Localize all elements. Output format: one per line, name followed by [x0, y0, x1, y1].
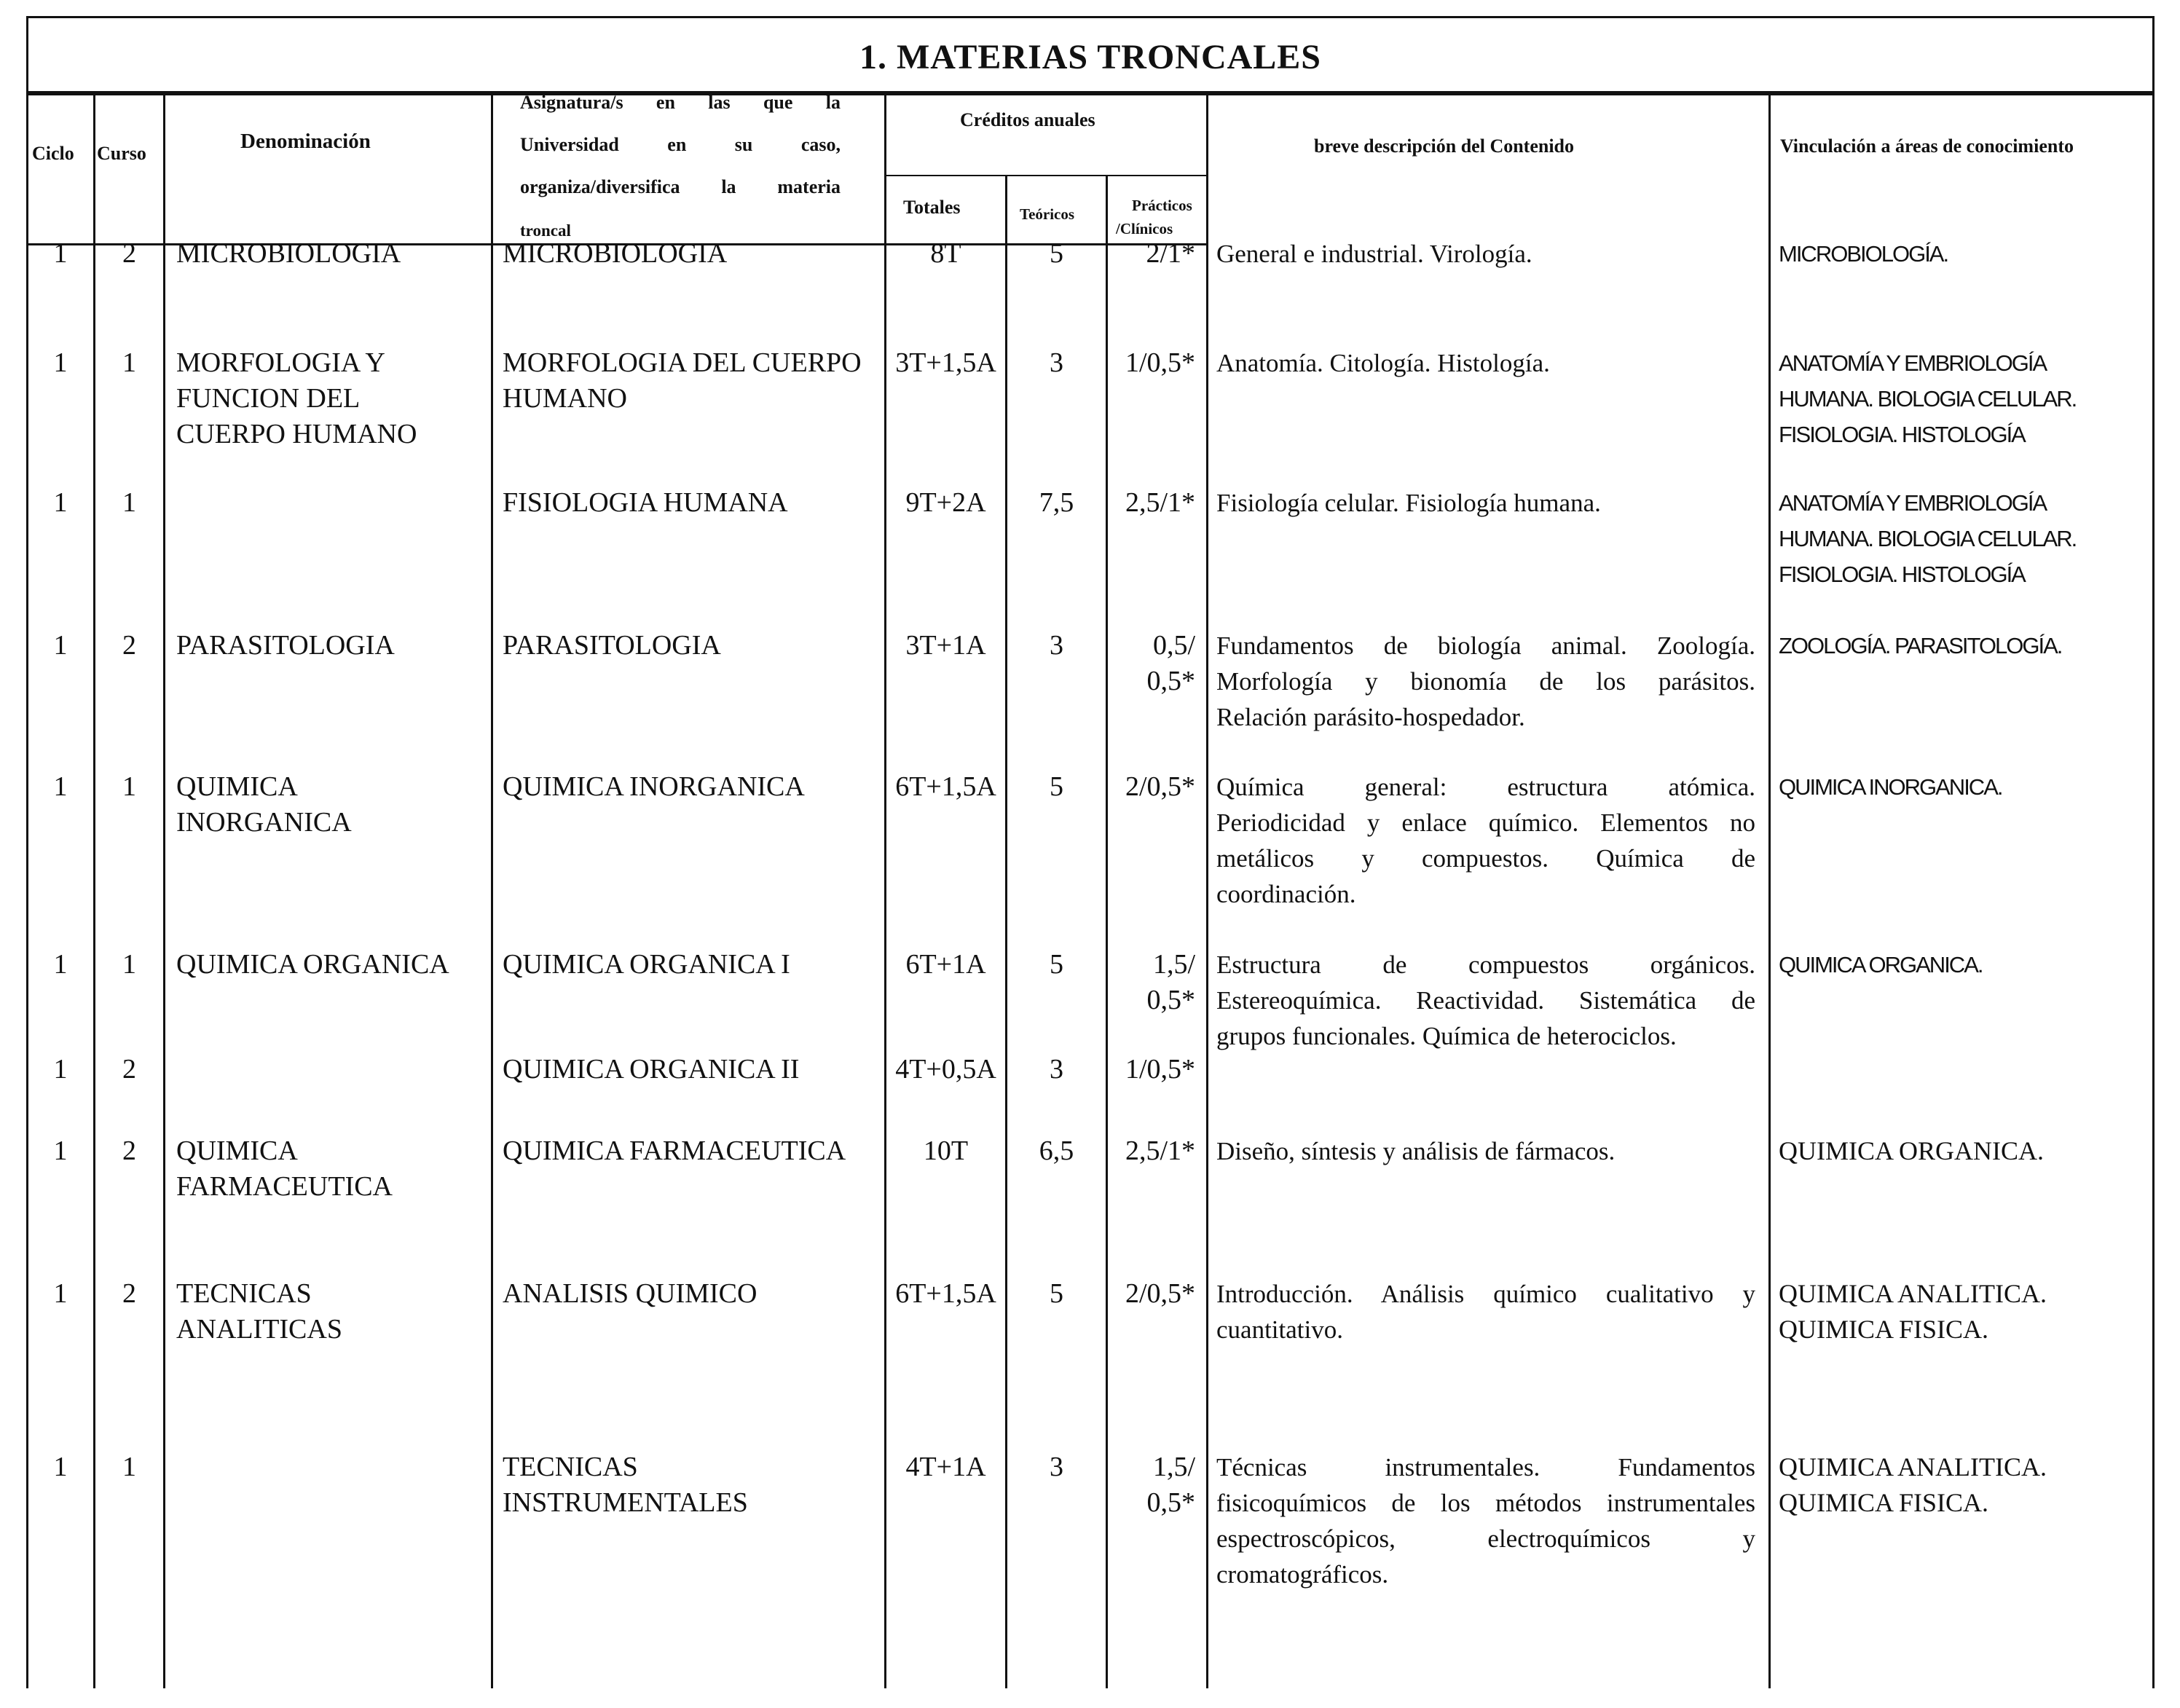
descripcion-line: fisicoquímicos de los métodos instrumentales	[1216, 1489, 1755, 1517]
cell-totales: 6T+1,5A	[895, 771, 996, 802]
cell-curso: 2	[122, 1136, 136, 1166]
denominacion-line: ANALITICAS	[176, 1314, 342, 1345]
cell-teoricos: 5	[1050, 238, 1063, 269]
cell-totales: 8T	[930, 238, 961, 269]
cell-descripcion	[1216, 485, 1755, 521]
cell-curso: 2	[122, 238, 136, 269]
cell-teoricos: 3	[1050, 347, 1063, 378]
cell-descripcion	[1216, 1449, 1755, 1592]
asignatura-line: TECNICAS	[503, 1452, 638, 1482]
denominacion-line: INORGANICA	[176, 807, 352, 838]
vinculacion-line: FISIOLOGIA. HISTOLOGÍA	[1779, 562, 2025, 587]
cell-curso: 1	[122, 949, 136, 980]
cell-curso: 1	[122, 487, 136, 518]
cell-curso: 1	[122, 347, 136, 378]
cell-descripcion	[1216, 947, 1755, 1054]
col-border-curso	[163, 93, 165, 1688]
header-creditos-anuales: Créditos anuales	[960, 109, 1095, 130]
cell-curso: 2	[122, 630, 136, 661]
cell-asignatura	[503, 485, 884, 521]
cell-curso: 2	[122, 1278, 136, 1309]
header-descripcion: breve descripción del Contenido	[1314, 135, 1575, 157]
cell-totales: 3T+1,5A	[895, 347, 996, 378]
asignatura-line: PARASITOLOGIA	[503, 630, 721, 661]
cell-ciclo: 1	[53, 487, 68, 518]
header-top-rule	[26, 93, 2155, 95]
descripcion-line: coordinación.	[1216, 880, 1356, 908]
cell-ciclo: 1	[53, 1452, 68, 1482]
cell-vinculacion	[1779, 628, 2172, 664]
cell-curso: 1	[122, 771, 136, 802]
denominacion-line: CUERPO HUMANO	[176, 419, 417, 449]
cell-practicos	[1108, 1449, 1195, 1521]
asignatura-line: QUIMICA FARMACEUTICA	[503, 1136, 846, 1166]
cell-curso: 2	[122, 1054, 136, 1085]
header-ciclo: Ciclo	[32, 143, 74, 164]
descripcion-line: Química general: estructura atómica.	[1216, 773, 1755, 801]
practicos-line: 0,5/	[1152, 630, 1195, 661]
cell-denominacion	[176, 947, 489, 983]
descripcion-line: Estructura de compuestos orgánicos.	[1216, 951, 1755, 979]
cell-vinculacion	[1779, 345, 2172, 452]
practicos-line: 1/0,5*	[1125, 347, 1195, 378]
cell-curso: 1	[122, 1452, 136, 1482]
asignatura-line: ANALISIS QUIMICO	[503, 1278, 758, 1309]
cell-vinculacion	[1779, 947, 2172, 983]
denominacion-line: QUIMICA	[176, 771, 298, 802]
cell-ciclo: 1	[53, 347, 68, 378]
descripcion-line: espectroscópicos, electroquímicos y	[1216, 1524, 1755, 1553]
cell-vinculacion	[1779, 769, 2172, 805]
descripcion-line: General e industrial. Virología.	[1216, 240, 1532, 268]
cell-vinculacion	[1779, 1133, 2172, 1169]
asignatura-line: QUIMICA ORGANICA II	[503, 1054, 800, 1085]
cell-totales: 9T+2A	[905, 487, 986, 518]
cell-teoricos: 3	[1050, 1452, 1063, 1482]
header-curso: Curso	[97, 143, 146, 164]
descripcion-line: Anatomía. Citología. Histología.	[1216, 349, 1550, 377]
cell-denominacion	[176, 236, 489, 272]
descripcion-line: cuantitativo.	[1216, 1315, 1343, 1344]
cell-asignatura	[503, 628, 884, 664]
header-asignatura-line: Universidad en su caso,	[520, 134, 841, 155]
practicos-line: 1,5/	[1152, 1452, 1195, 1482]
asignatura-line: INSTRUMENTALES	[503, 1487, 748, 1518]
vinculacion-line: HUMANA. BIOLOGIA CELULAR.	[1779, 526, 2077, 551]
cell-denominacion	[176, 769, 489, 841]
cell-teoricos: 6,5	[1039, 1136, 1074, 1166]
cell-teoricos: 5	[1050, 949, 1063, 980]
descripcion-line: Estereoquímica. Reactividad. Sistemática de	[1216, 986, 1755, 1015]
cell-practicos	[1108, 1133, 1195, 1169]
descripcion-line: Relación parásito-hospedador.	[1216, 703, 1525, 731]
practicos-line: 0,5*	[1146, 1487, 1195, 1518]
cell-ciclo: 1	[53, 1278, 68, 1309]
title-box	[26, 16, 2155, 93]
header-asignatura-line: organiza/diversifica la materia	[520, 176, 841, 197]
descripcion-line: Morfología y bionomía de los parásitos.	[1216, 667, 1755, 696]
vinculacion-line: QUIMICA ORGANICA.	[1779, 1136, 2045, 1165]
asignatura-line: FISIOLOGIA HUMANA	[503, 487, 788, 518]
practicos-line: 2/0,5*	[1125, 771, 1195, 802]
cell-descripcion	[1216, 769, 1755, 912]
vinculacion-line: QUIMICA FISICA.	[1779, 1488, 1989, 1517]
practicos-line: 1/0,5*	[1125, 1054, 1195, 1085]
cell-teoricos: 3	[1050, 630, 1063, 661]
descripcion-line: Técnicas instrumentales. Fundamentos	[1216, 1453, 1755, 1481]
cell-asignatura	[503, 1449, 884, 1521]
vinculacion-line: QUIMICA ORGANICA.	[1779, 952, 1983, 977]
cell-asignatura	[503, 345, 884, 417]
vinculacion-line: ANATOMÍA Y EMBRIOLOGÍA	[1779, 490, 2047, 516]
cell-asignatura	[503, 1133, 884, 1169]
cell-totales: 10T	[923, 1136, 969, 1166]
cell-practicos	[1108, 628, 1195, 699]
cell-teoricos: 7,5	[1039, 487, 1074, 518]
cell-practicos	[1108, 485, 1195, 521]
asignatura-line: MORFOLOGIA DEL CUERPO	[503, 347, 862, 378]
cell-asignatura	[503, 1276, 884, 1312]
asignatura-line: MICROBIOLOGIA	[503, 238, 728, 269]
vinculacion-line: QUIMICA ANALITICA.	[1779, 1279, 2047, 1308]
cell-vinculacion	[1779, 1449, 2172, 1521]
cell-practicos	[1108, 1052, 1195, 1087]
practicos-line: 2,5/1*	[1125, 487, 1195, 518]
vinculacion-line: QUIMICA INORGANICA.	[1779, 774, 2002, 800]
vinculacion-line: QUIMICA FISICA.	[1779, 1315, 1989, 1344]
cell-practicos	[1108, 236, 1195, 272]
asignatura-line: QUIMICA INORGANICA	[503, 771, 805, 802]
cell-teoricos: 5	[1050, 1278, 1063, 1309]
asignatura-line: HUMANO	[503, 383, 627, 414]
header-practicos: Prácticos	[1132, 197, 1192, 214]
descripcion-line: Fisiología celular. Fisiología humana.	[1216, 489, 1601, 517]
cell-practicos	[1108, 345, 1195, 381]
header-vinculacion: Vinculación a áreas de conocimiento	[1780, 135, 2074, 157]
cell-descripcion	[1216, 345, 1755, 381]
denominacion-line: PARASITOLOGIA	[176, 630, 395, 661]
col-border-descripcion	[1768, 93, 1771, 1688]
cell-asignatura	[503, 1052, 884, 1087]
cell-denominacion	[176, 1276, 489, 1347]
asignatura-line: QUIMICA ORGANICA I	[503, 949, 790, 980]
cell-ciclo: 1	[53, 630, 68, 661]
denominacion-line: FARMACEUTICA	[176, 1171, 393, 1202]
cell-totales: 6T+1,5A	[895, 1278, 996, 1309]
cell-descripcion	[1216, 236, 1755, 272]
vinculacion-line: ZOOLOGÍA. PARASITOLOGÍA.	[1779, 633, 2062, 658]
header-clinicos: /Clínicos	[1116, 220, 1173, 237]
cell-denominacion	[176, 345, 489, 452]
cell-ciclo: 1	[53, 771, 68, 802]
cell-descripcion	[1216, 628, 1755, 735]
descripcion-line: Periodicidad y enlace químico. Elementos no	[1216, 808, 1755, 837]
vinculacion-line: QUIMICA ANALITICA.	[1779, 1452, 2047, 1481]
header-teoricos: Teóricos	[1020, 205, 1075, 223]
cell-ciclo: 1	[53, 1054, 68, 1085]
cell-asignatura	[503, 769, 884, 805]
cell-totales: 4T+0,5A	[895, 1054, 996, 1085]
header-totales: Totales	[903, 197, 961, 218]
practicos-line: 2/0,5*	[1125, 1278, 1195, 1309]
practicos-line: 0,5*	[1146, 666, 1195, 696]
cell-ciclo: 1	[53, 949, 68, 980]
cell-vinculacion	[1779, 1276, 2172, 1347]
vinculacion-line: HUMANA. BIOLOGIA CELULAR.	[1779, 386, 2077, 412]
cell-vinculacion	[1779, 236, 2172, 272]
practicos-line: 0,5*	[1146, 985, 1195, 1015]
cell-practicos	[1108, 1276, 1195, 1312]
denominacion-line: TECNICAS	[176, 1278, 312, 1309]
col-border-denominacion	[491, 93, 493, 1688]
header-asignatura-line: troncal	[520, 221, 571, 240]
cell-teoricos: 3	[1050, 1054, 1063, 1085]
cell-totales: 4T+1A	[905, 1452, 986, 1482]
descripcion-line: cromatográficos.	[1216, 1560, 1389, 1589]
cell-descripcion	[1216, 1276, 1755, 1347]
denominacion-line: QUIMICA	[176, 1136, 298, 1166]
denominacion-line: FUNCION DEL	[176, 383, 361, 414]
descripcion-line: Diseño, síntesis y análisis de fármacos.	[1216, 1137, 1616, 1165]
creditos-subheader-rule	[886, 175, 1206, 176]
practicos-line: 2/1*	[1146, 238, 1195, 269]
vinculacion-line: MICROBIOLOGÍA.	[1779, 241, 1948, 267]
practicos-line: 1,5/	[1152, 949, 1195, 980]
vinculacion-line: ANATOMÍA Y EMBRIOLOGÍA	[1779, 350, 2047, 376]
cell-denominacion	[176, 628, 489, 664]
descripcion-line: metálicos y compuestos. Química de	[1216, 844, 1755, 873]
cell-descripcion	[1216, 1133, 1755, 1169]
descripcion-line: Introducción. Análisis químico cualitativo y	[1216, 1280, 1755, 1308]
denominacion-line: MICROBIOLOGIA	[176, 238, 401, 269]
cell-asignatura	[503, 236, 884, 272]
cell-vinculacion	[1779, 485, 2172, 592]
cell-practicos	[1108, 769, 1195, 805]
descripcion-line: Fundamentos de biología animal. Zoología.	[1216, 631, 1755, 660]
cell-totales: 3T+1A	[905, 630, 986, 661]
header-denominacion: Denominación	[240, 130, 371, 153]
descripcion-line: grupos funcionales. Química de heterociclos.	[1216, 1022, 1677, 1050]
document-title: 1. MATERIAS TRONCALES	[859, 38, 1321, 76]
vinculacion-line: FISIOLOGIA. HISTOLOGÍA	[1779, 422, 2025, 447]
cell-teoricos: 5	[1050, 771, 1063, 802]
cell-ciclo: 1	[53, 238, 68, 269]
denominacion-line: QUIMICA ORGANICA	[176, 949, 449, 980]
cell-denominacion	[176, 1133, 489, 1205]
cell-ciclo: 1	[53, 1136, 68, 1166]
col-border-practicos	[1206, 93, 1208, 1688]
cell-totales: 6T+1A	[905, 949, 986, 980]
denominacion-line: MORFOLOGIA Y	[176, 347, 385, 378]
cell-practicos	[1108, 947, 1195, 1018]
header-asignatura-line: Asignatura/s en las que la	[520, 92, 841, 113]
practicos-line: 2,5/1*	[1125, 1136, 1195, 1166]
cell-asignatura	[503, 947, 884, 983]
